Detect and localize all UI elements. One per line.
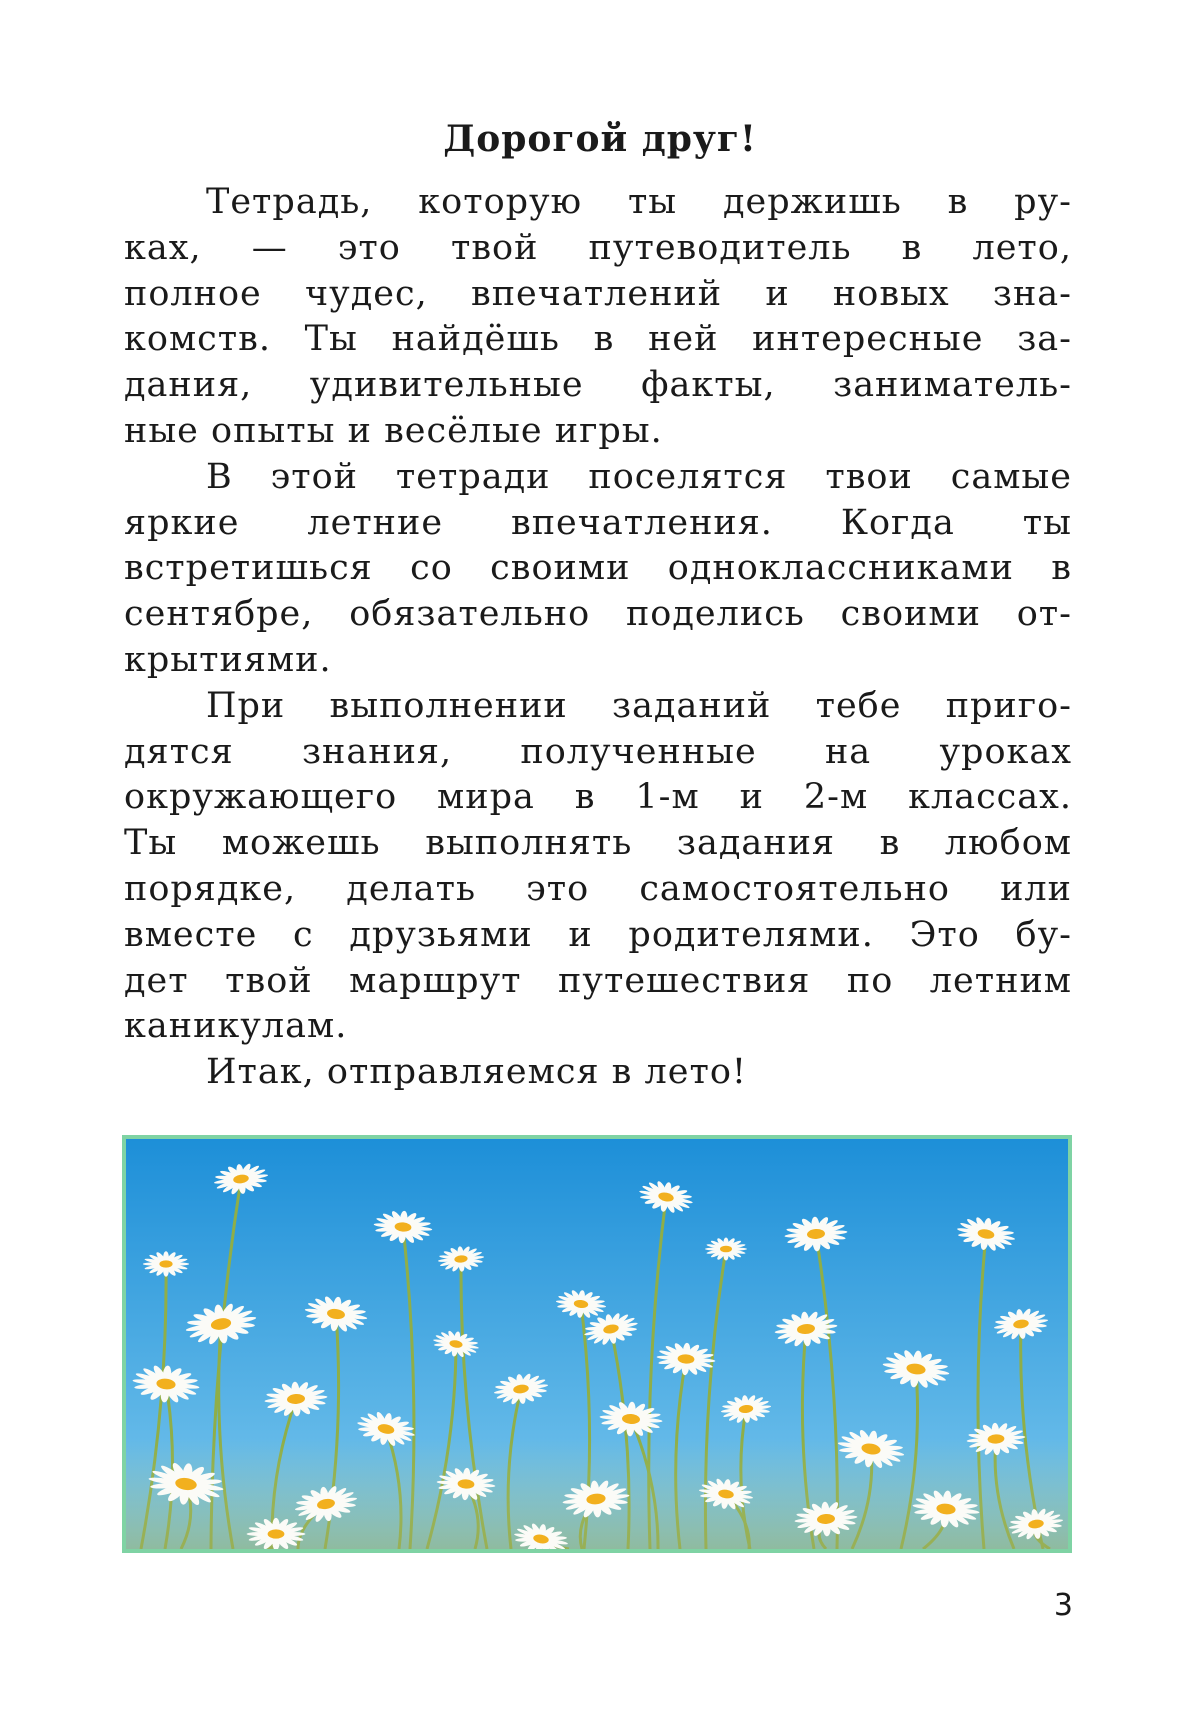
text-line: порядке, делать это самостоятельно или <box>124 868 1072 909</box>
text-line: При выполнении заданий тебе приго- <box>206 685 1072 726</box>
text-line: ные опыты и весёлые игры. <box>124 410 663 451</box>
text-line: вместе с друзьями и родителями. Это бу- <box>124 914 1072 955</box>
paragraph-3 <box>124 684 1072 1050</box>
intro-text <box>124 180 1072 1096</box>
text-line: комств. Ты найдёшь в ней интересные за- <box>124 319 1072 360</box>
chamomile-field-image <box>126 1139 1068 1549</box>
chamomile-photo <box>122 1135 1072 1553</box>
text-line: встретишься со своими одноклассниками в <box>124 548 1072 589</box>
text-line: ках, — это твой путеводитель в лето, <box>124 227 1072 268</box>
text-line: каникулам. <box>124 1006 348 1047</box>
text-line: крытиями. <box>124 639 332 680</box>
paragraph-2 <box>124 455 1072 684</box>
text-line: сентябре, обязательно поделись своими от- <box>124 594 1072 635</box>
text-line: дет твой маршрут путешествия по летним <box>124 960 1072 1001</box>
text-line: полное чудес, впечатлений и новых зна- <box>124 273 1072 314</box>
text-line: дания, удивительные факты, заниматель- <box>124 365 1072 406</box>
paragraph-4 <box>124 1050 1072 1096</box>
text-line: яркие летние впечатления. Когда ты <box>124 502 1072 543</box>
paragraph-1 <box>124 180 1072 455</box>
text-line: окружающего мира в 1-м и 2-м классах. <box>124 777 1072 818</box>
text-line: Итак, отправляемся в лето! <box>206 1052 747 1093</box>
page-number: 3 <box>1053 1588 1073 1623</box>
daisy-flower <box>705 1237 747 1260</box>
text-line: Тетрадь, которую ты держишь в ру- <box>206 182 1072 222</box>
daisy-flower <box>247 1518 306 1549</box>
text-line: дятся знания, полученные на уроках <box>124 731 1072 772</box>
page-title: Дорогой друг! <box>443 118 757 160</box>
text-line: В этой тетради поселятся твои самые <box>206 456 1072 497</box>
daisy-flower <box>143 1251 189 1276</box>
text-line: Ты можешь выполнять задания в любом <box>124 823 1072 864</box>
